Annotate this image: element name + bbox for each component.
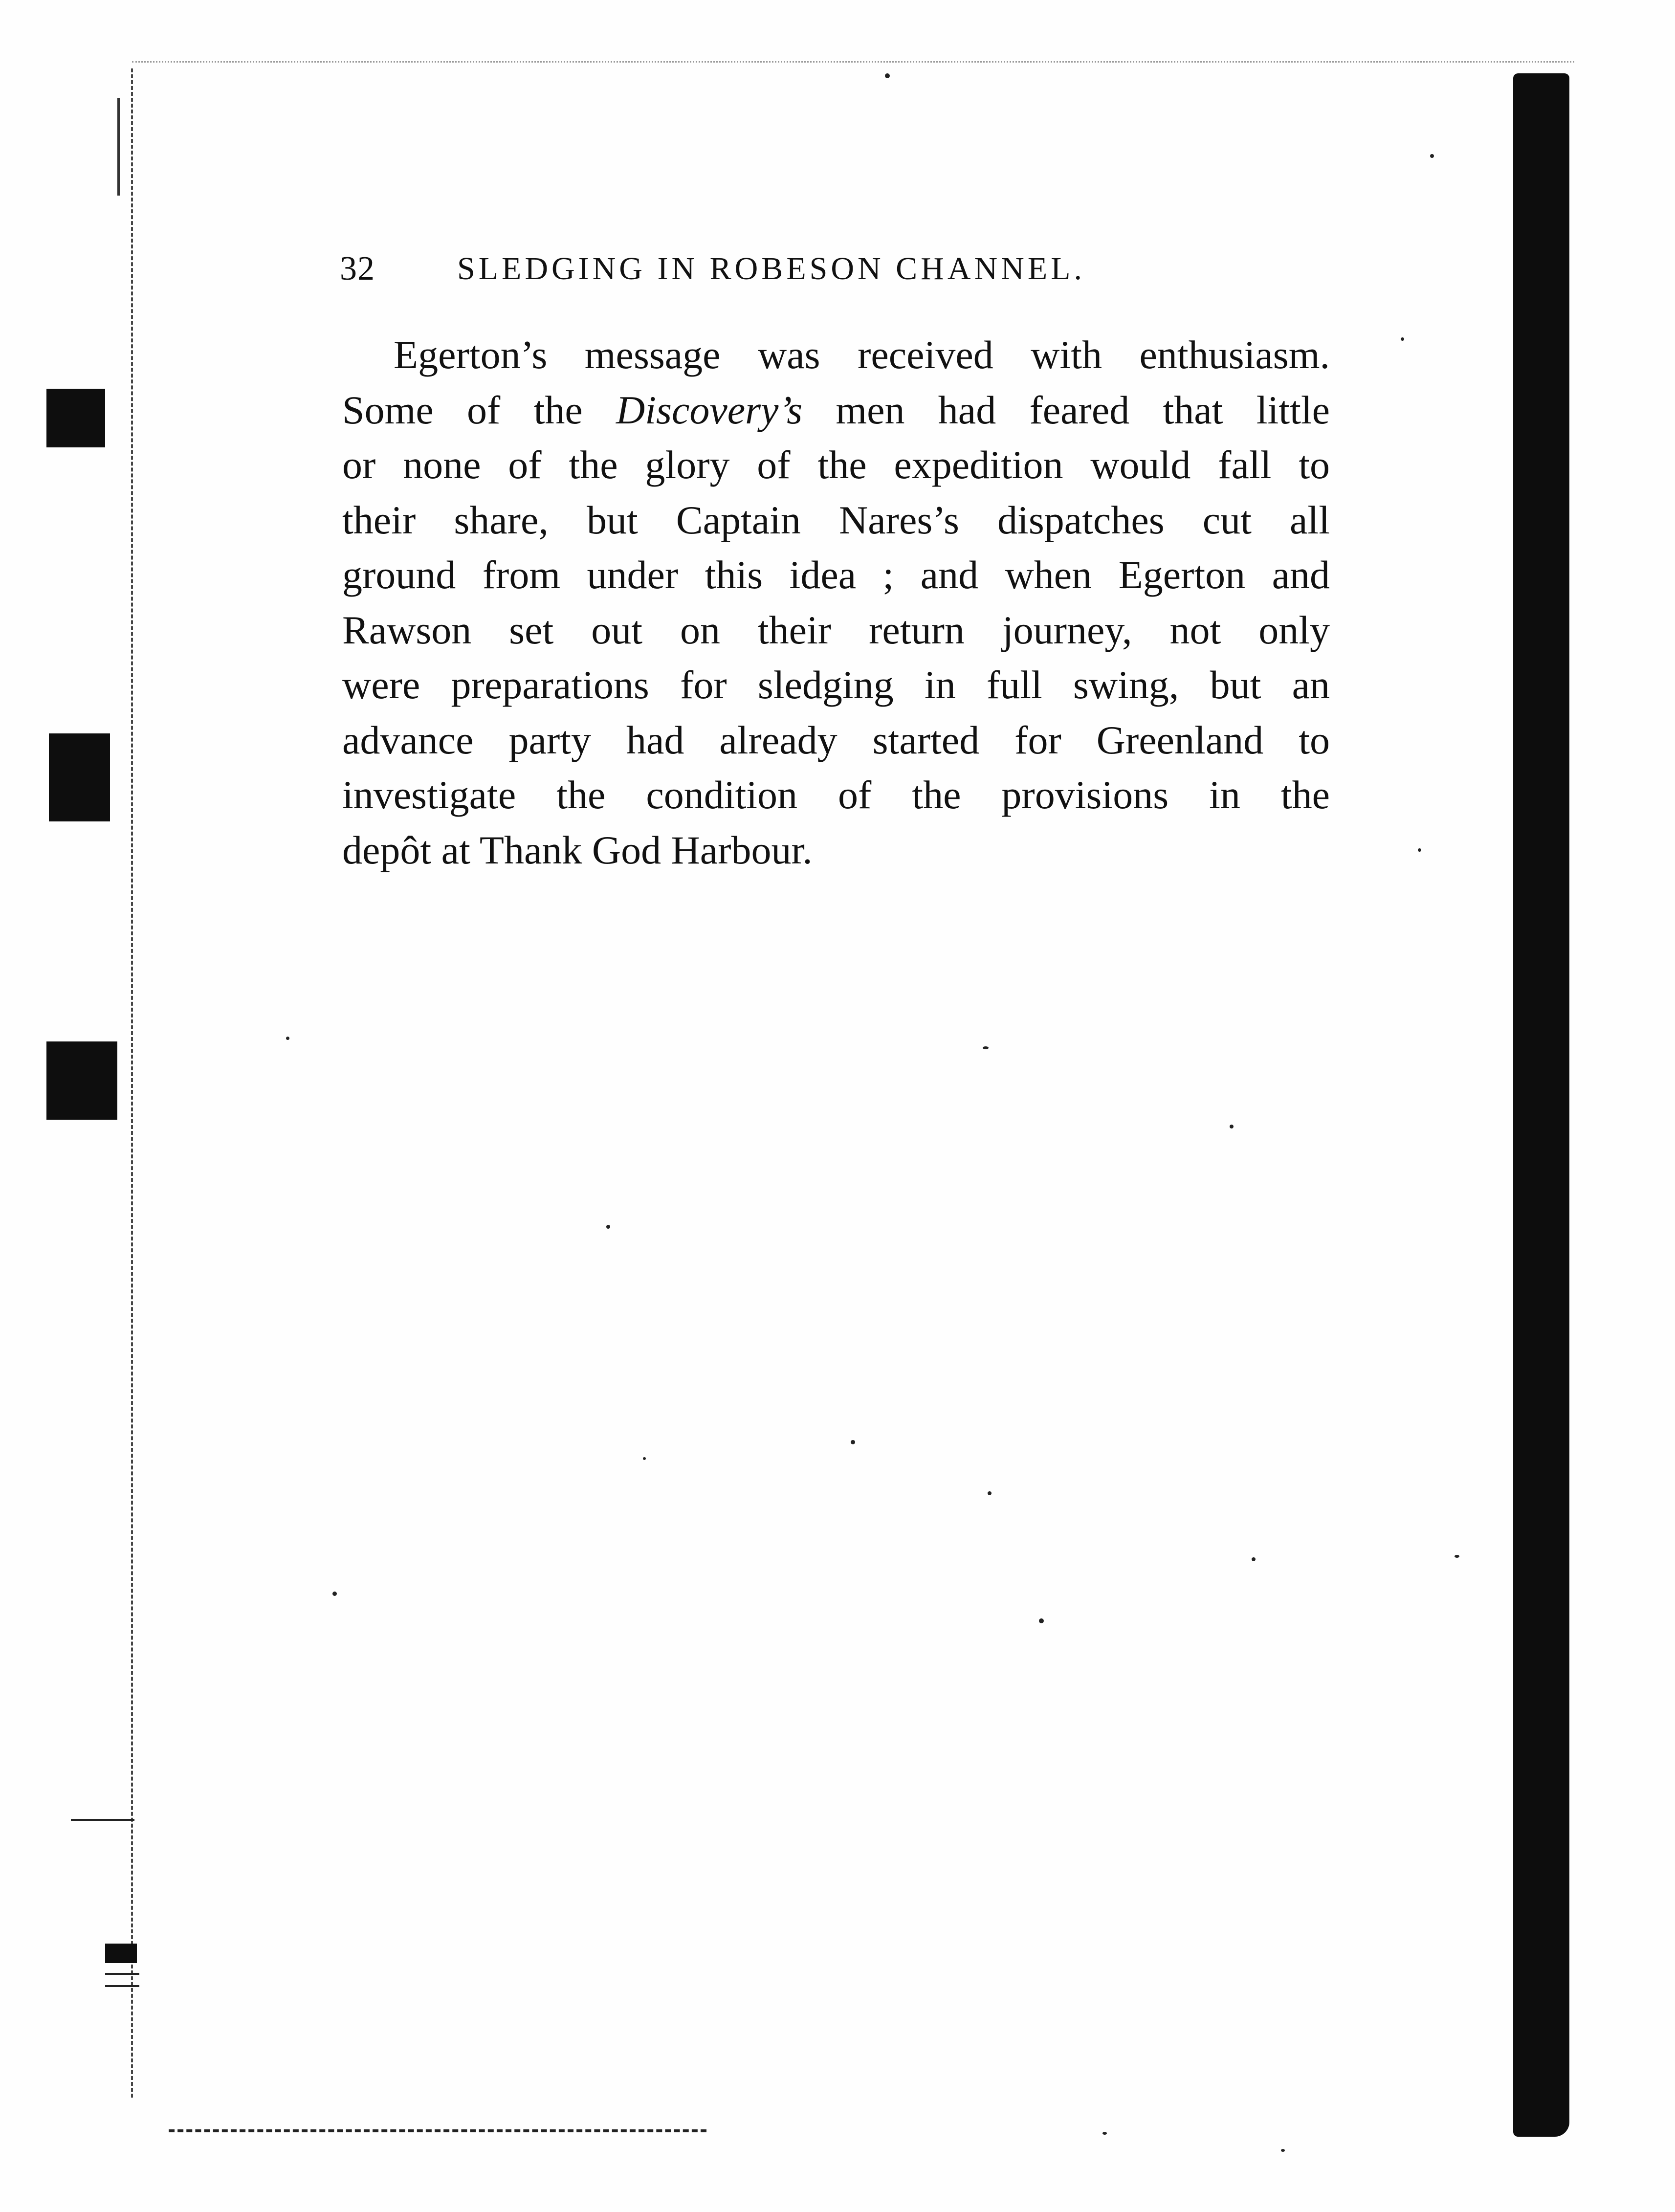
scan-bottom-rule [169,2129,706,2132]
text-line: Egerton’s message was received with enthusiasm. [394,332,1330,377]
scan-speck [1430,154,1434,158]
text-segment: men had feared that little [836,387,1330,432]
scan-left-gutter-mark [117,98,120,196]
scan-margin-rule [71,1819,134,1821]
text-segment: Some of the [342,387,583,432]
scan-speck [851,1440,855,1444]
scan-margin-rule [105,1985,139,1987]
scan-speck [885,73,890,78]
text-line: advance party had already started for Greenland to [342,717,1330,762]
text-line: their share, but Captain Nares’s dispatches cut all [342,497,1330,542]
scan-speck [1418,848,1421,852]
scan-speck [1455,1555,1459,1558]
scan-speck [643,1457,646,1460]
scan-speck [332,1592,337,1596]
scan-speck [1102,2132,1107,2135]
scan-right-edge-shadow [1513,73,1569,2137]
scan-margin-block [105,1944,137,1963]
body-paragraph [342,328,1330,878]
scan-left-gutter-line [131,68,133,2098]
text-line: investigate the condition of the provisions in the [342,773,1330,817]
scan-margin-rule [105,1973,139,1975]
scan-margin-block [46,389,105,447]
text-line: or none of the glory of the expedition would fall to [342,442,1330,487]
scan-speck [983,1046,989,1049]
scan-speck [1252,1557,1256,1561]
scan-speck [286,1037,289,1040]
scan-margin-block [49,733,110,821]
scan-margin-block [46,1041,117,1120]
scan-top-edge [132,61,1574,63]
scan-speck [1230,1125,1234,1128]
running-head: SLEDGING IN ROBESON CHANNEL. [457,251,1085,287]
text-line: Rawson set out on their return journey, not only [342,607,1330,652]
text-line: depôt at Thank God Harbour. [342,827,813,872]
scan-speck [606,1225,610,1229]
text-line [342,383,1330,438]
scan-speck [1039,1618,1044,1623]
scan-speck [1401,337,1404,341]
text-line: were preparations for sledging in full swing, but an [342,663,1330,707]
scan-speck [1281,2149,1285,2152]
ship-name: Discovery’s [616,387,803,432]
page-number: 32 [340,250,375,288]
scan-speck [988,1491,992,1495]
text-line: ground from under this idea ; and when Egerton and [342,553,1330,597]
